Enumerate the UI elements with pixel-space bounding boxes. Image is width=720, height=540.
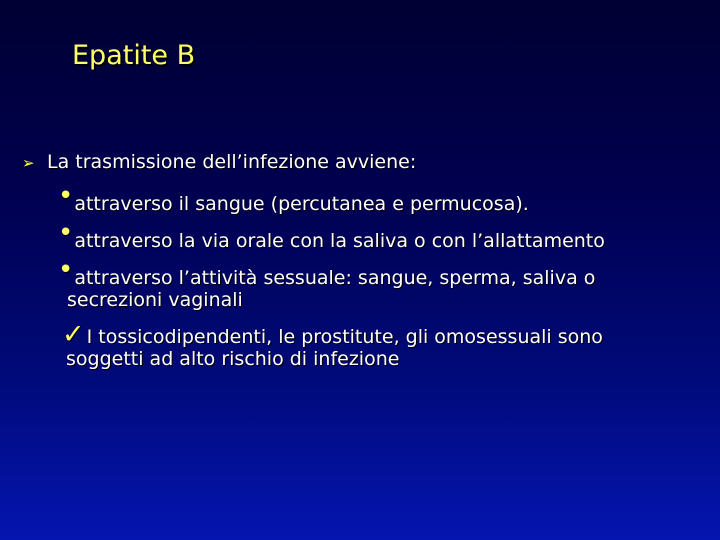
sub-bullet-1: [58, 181, 529, 215]
check-item-text-line1: I tossicodipendenti, le prostitute, gli omosessuali sono: [86, 326, 603, 348]
bullet-dot-icon: •: [58, 255, 74, 285]
check-item-text-line2: soggetti ad alto rischio di infezione: [66, 348, 400, 370]
main-bullet-text: La trasmissione dell’infezione avviene:: [47, 151, 417, 173]
slide-title: Epatite B: [72, 40, 196, 71]
sub-bullet-3: [58, 255, 596, 311]
bullet-dot-icon: •: [58, 218, 74, 248]
sub-bullet-1-text: attraverso il sangue (percutanea e permucosa).: [74, 193, 529, 215]
arrow-bullet-icon: ➢: [22, 154, 35, 172]
checkmark-icon: ✓: [62, 319, 85, 350]
sub-bullet-3-text-line2: secrezioni vaginali: [67, 289, 243, 311]
sub-bullet-2: [58, 218, 605, 252]
sub-bullet-2-text: attraverso la via orale con la saliva o con l’allattamento: [74, 230, 605, 252]
main-bullet: [22, 151, 416, 173]
bullet-dot-icon: •: [58, 181, 74, 211]
check-item: [62, 319, 603, 370]
sub-bullet-3-text-line1: attraverso l’attività sessuale: sangue, sperma, saliva o: [74, 267, 596, 289]
